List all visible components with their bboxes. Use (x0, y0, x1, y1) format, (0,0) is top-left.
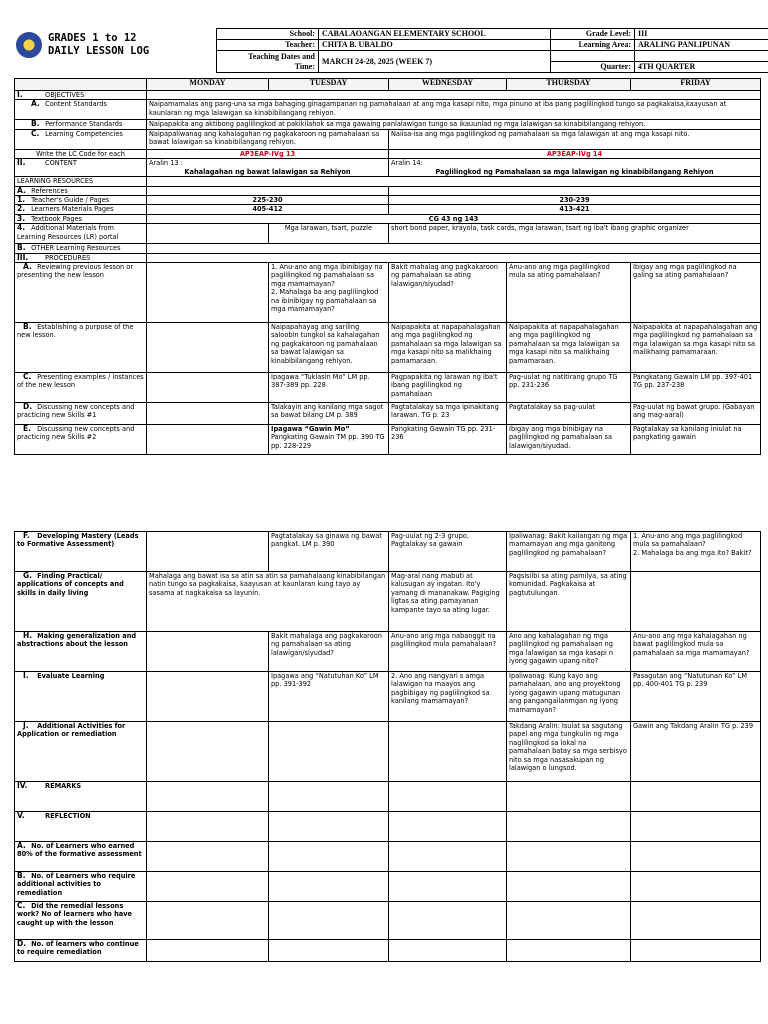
lc-code-aralin13: AP3EAP-IVg 13 (147, 149, 389, 158)
teacher-label: Teacher: (217, 40, 319, 51)
procedure-g-row: G. Finding Practical/ applications of concepts and skills in daily living Mahalaga ang bawat isa sa atin sa atin sa pamahalaang kinabibilangan natin tungo sa pagkakaisa, kaayusan at kaunlaran kung tayo ay sasama at nagkakaisa sa layunin. Mag-aral nang mabuti at kalusugan ay ingatan. Ito'y yamang di mananakaw. Pagiging ligtas sa ating pamayanan kampante tayo sa ating lugar. Pagsisilbi sa ating pamilya, sa ating komunidad. Pagkakaisa at pagtutulungan. (15, 572, 761, 632)
procedure-i-row: I. Evaluate Learning Ipagawa ang “Natutuhan Ko” LM pp. 391-392 2. Ano ang nangyari s amga lalawigan na maayos ang pagbibigay ng paglilingkod sa kanilang mamamayan? Ipaliwanag: Kung kayo ang pamahalaan, ano ang proyektong iyong gagawin upang matugunan ang pangangailanmgan ng iyong mamamayan? Pasagutan ang “Natutunan Ko” LM pp. 400-401 TG p. 239 (15, 672, 761, 722)
content-aralin13: Aralin 13 : Kahalagahan ng bawat lalawigan sa Rehiyon (147, 159, 389, 177)
lc-code-row: Write the LC Code for each AP3EAP-IVg 13 AP3EAP-IVg 14 (15, 149, 761, 158)
additional-materials-row: 4. Additional Materials from Learning Resources (LR) portal Mga larawan, tsart, puzzle short bond paper, krayola, task cards, mga larawan, tsart ng iba't ibang graphic organizer (15, 224, 761, 244)
procedure-h-row: H. Making generalization and abstractions about the lesson Bakit mahalaga ang pagkakaroon ng pamahalaan sa ating lalawigan/siyudad? Anu-ano ang mga nabanggit na paglilingkod mula pamahalaan? Ano ang kahalagahan ng mga paglilingkod ng pamahalaan ng mga lalawigan sa mga kasapi n iyong gagawin upang nito? Anu-ano ang mga kahalagahan ng bawat paglilingkod mula sa pamahalaan sa mga mamamayan? (15, 632, 761, 672)
school-value: CABALAOANGAN ELEMENTARY SCHOOL (319, 29, 551, 40)
learners-materials-row: 2. Learners Materials Pages 405-412 413-421 (15, 205, 761, 214)
day-tuesday: TUESDAY (269, 79, 389, 91)
reflection-b-row: B. No. of Learners who require additional activities to remediation (15, 872, 761, 902)
teacher-value: CHITA B. UBALDO (319, 40, 551, 51)
lc-code-aralin14: AP3EAP-IVg 14 (389, 149, 761, 158)
procedure-d-row: D. Discussing new concepts and practicing new Skills #1 Talakayin ang kanilang mga sagot sa bawat bilang LM p. 389 Pagtatalakay sa mga ipinakitang larawan. TG p. 23 Pagtatalakay sa pag-uulat Pag-uulat ng bawat grupo. (Gabayan ang mag-aaral) (15, 403, 761, 425)
day-monday: MONDAY (147, 79, 269, 91)
objectives-row: I. OBJECTIVES (15, 91, 761, 100)
procedure-c-row: C. Presenting examples / instances of the new lesson Ipagawa “Tuklasin Mo” LM pp. 387-389 pp. 228 Pagpapakita ng larawan ng iba't ibang paglilingkod ng pamahalaan Pag-uulat ng natitirang grupo TG pp. 231-236 Pangkatang Gawain LM pp. 397-401 TG pp. 237-238 (15, 373, 761, 403)
learning-area-label: Learning Area: (551, 40, 635, 51)
textbook-pages-row: 3. Textbook Pages CG 43 ng 143 (15, 214, 761, 223)
day-friday: FRIDAY (631, 79, 761, 91)
log-title: GRADES 1 to 12 DAILY LESSON LOG (48, 32, 150, 57)
header-info-table (216, 28, 768, 73)
content-standards-text: Naipamamalas ang pang-una sa mga bahaging ginagampanan ng pamahalaan at ang mga kasapi nito, mga pinuno at iba pang paglilingkod tungo sa pagkakaisa,kaayusan at kaunlaran ng mga lalawigan sa kinabibilangang rehiyon. (147, 100, 761, 120)
learning-competencies-row: C. Learning Competencies Naipapaliwanag ang kahalagahan ng pagkakaroon ng pamahalaan sa bawat lalawigan sa kinabibilangang rehiyon. Naiisa-isa ang mga paglilingkod ng pamahalaan sa mga lalawigan at ang mga kasapi nito. (15, 129, 761, 149)
procedure-f-row: F. Developing Mastery (Leads to Formative Assessment) Pagtatalakay sa ginawa ng bawat pangkat. LM p. 390 Pag-uulat ng 2-3 grupo, Pagtalakay sa gawain Ipaliwanag: Bakit kailangan ng mga mamamayan ang mga ganitong paglilingkod ng pamahalaan? 1. Anu-ano ang mga paglilingkod mula sa pamahalaan? 2. Mahalaga ba ang mga ito? Bakit? (15, 532, 761, 572)
day-header-row (15, 79, 761, 91)
day-wednesday: WEDNESDAY (389, 79, 507, 91)
competency-mon-tue: Naipapaliwanag ang kahalagahan ng pagkakaroon ng pamahalaan sa bawat lalawigan sa kinabibilangang rehiyon. (147, 129, 389, 149)
procedures-row: III. PROCEDURES (15, 253, 761, 262)
reflection-row: V. REFLECTION (15, 812, 761, 842)
remarks-row: IV. REMARKS (15, 782, 761, 812)
procedure-b-row: B. Establishing a purpose of the new lesson. Naipapahayag ang sariling saloobin tungkol sa kahalagahan ng pagkakaroon ng pamahalaan sa bawat lalawigan sa kinabibilangang rehiyon. Naipapakita at napapahalagahan ang mga paglilingkod ng pamahalaan sa mga lalawigan sa mga kasapi nito sa malikhaing pamamaraan. Naipapakita at napapahalagahan ang mga paglilingkod ng pamahalaan sa mga lalawigan sa mga kasapi nito sa malikhaing pamamaraan. Naipapakita at napapahalagahan ang mga paglilingkod ng pamahalaan sa mga lalawigan sa mga kasapi nito sa malikhaing pamamaraan. (15, 323, 761, 373)
teaching-dates-value: MARCH 24-28, 2025 (WEEK 7) (319, 51, 551, 73)
reflection-c-row: C. Did the remedial lessons work? No of learners who have caught up with the lesson (15, 902, 761, 940)
teaching-dates-label: Teaching Dates and Time: (217, 51, 319, 73)
deped-seal-icon (16, 32, 42, 58)
performance-standards-row: B. Performance Standards Naipapakita ang aktibong paglilingkod at pakikilahok sa mga gawaing panlalawigan tungo sa ikauunlad ng mga lalawigan sa kinabibilangang rehiyon. (15, 120, 761, 129)
references-row: A. References (15, 186, 761, 195)
content-aralin14: Aralin 14: Paglilingkod ng Pamahalaan sa mga lalawigan ng kinabibilangang Rehiyon (389, 159, 761, 177)
learning-resources-row: LEARNING RESOURCES (15, 177, 761, 186)
section-title-objectives: OBJECTIVES (45, 91, 85, 99)
learning-area-value: ARALING PANLIPUNAN (635, 40, 768, 51)
quarter-value: 4TH QUARTER (635, 62, 768, 73)
content-standards-row: A. Content Standards Naipamamalas ang pang-una sa mga bahaging ginagampanan ng pamahalaan at ang mga kasapi nito, mga pinuno at iba pang paglilingkod tungo sa pagkakaisa,kaayusan at kaunlaran ng mga lalawigan sa kinabibilangang rehiyon. (15, 100, 761, 120)
teachers-guide-row: 1. Teacher's Guide / Pages 225-230 230-239 (15, 196, 761, 205)
day-thursday: THURSDAY (507, 79, 631, 91)
competency-wed-fri: Naiisa-isa ang mga paglilingkod ng pamahalaan sa mga lalawigan at ang mga kasapi nito. (389, 129, 761, 149)
lesson-log-table-part1 (14, 78, 761, 455)
reflection-d-row: D. No. of learners who continue to require remediation (15, 940, 761, 962)
other-resources-row: B. OTHER Learning Resources (15, 244, 761, 253)
performance-standards-text: Naipapakita ang aktibong paglilingkod at pakikilahok sa mga gawaing panlalawigan tungo sa ikauunlad ng mga lalawigan sa kinabibilangang rehiyon. (147, 120, 761, 129)
quarter-label: Quarter: (551, 62, 635, 73)
procedure-j-row: J. Additional Activities for Application or remediation Takdang Aralin: Isulat sa sagutang papel ang mga tungkulin ng mga naglilingkod sa lokal na pamahalaan batay sa mga serbisyo nito sa mga nasasakupan ng lalawigan o lungsod. Gawin ang Takdang Aralin TG p. 239 (15, 722, 761, 782)
procedure-a-row: A. Reviewing previous lesson or presenting the new lesson 1. Anu-ano ang mga ibinibigay na paglilingkod ng pamahalaan sa mga mamamayan? 2. Mahalaga ba ang paglilingkod na ibinibigay ng pamahalaan sa mga mamamayan? Bakit mahalag ang pagkakaroon ng pamahalaan sa ating lalawigan/siyudad? Anu-ano ang mga paglilingkod mula sa ating pamahalaan? Ibigay ang mga paglilingkod na galing sa ating pamahalaan? (15, 263, 761, 323)
procedure-e-row: E. Discussing new concepts and practicing new Skills #2 Ipagawa “Gawin Mo” Pangkating Gawain TM pp. 390 TG pp. 228-229 Pangkating Gawain TG pp. 231-236 Ibigay ang mga binibigay na paglilingkod ng pamahalaan sa lalawigan/siyudad. Pagtalakay sa kanilang iniulat na pangkating gawain (15, 425, 761, 455)
grade-level-value: III (635, 29, 768, 40)
reflection-a-row: A. No. of Learners who earned 80% of the formative assessment (15, 842, 761, 872)
lesson-log-header (14, 28, 760, 72)
lesson-log-table-part2 (14, 531, 761, 962)
school-label: School: (217, 29, 319, 40)
grade-level-label: Grade Level: (551, 29, 635, 40)
content-row: II. CONTENT Aralin 13 : Kahalagahan ng bawat lalawigan sa Rehiyon Aralin 14: Paglilingkod ng Pamahalaan sa mga lalawigan ng kinabibilangang Rehiyon (15, 159, 761, 177)
